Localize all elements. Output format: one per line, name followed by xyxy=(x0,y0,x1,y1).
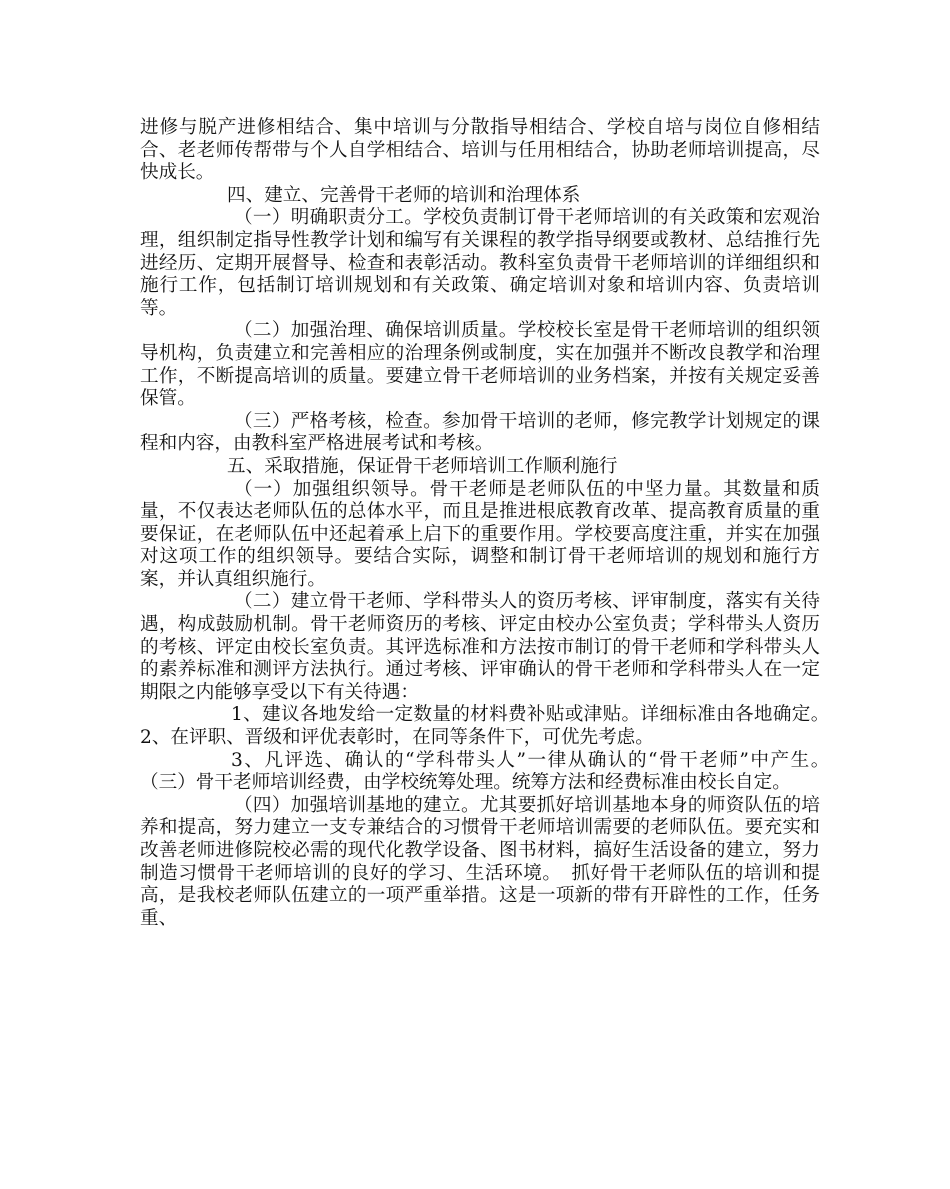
section-heading-4: 四、建立、完善骨干老师的培训和治理体系 xyxy=(227,184,581,206)
paragraph-duties: （一）明确职责分工。学校负责制订骨干老师培训的有关政策和宏观治理，组织制定指导性教学计划和编写有关课程的教学指导纲要或教材、总结推行先进经历、定期开展督导、检查和表彰活动。教科室负责骨干老师培训的详细组织和施行工作，包括制订培训规划和有关政策、确定培训对象和培训内容、负责培训等。 xyxy=(140,207,820,319)
paragraph-base-building: （四）加强培训基地的建立。尤其要抓好培训基地本身的师资队伍的培养和提高，努力建立一支专兼结合的习惯骨干老师培训需要的老师队伍。要充实和改善老师进修院校必需的现代化教学设备、图书材料，搞好生活设备的建立，努力制造习惯骨干老师培训的良好的学习、生活环境。 抓好骨干老师队伍的培训和提高，是我校老师队伍建立的一项严重举措。这是一项新的带有开辟性的工作，任务重、 xyxy=(140,794,820,929)
section-heading-5: 五、采取措施，保证骨干老师培训工作顺利施行 xyxy=(227,455,618,477)
paragraph-assessment: （三）严格考核，检查。参加骨干培训的老师，修完教学计划规定的课程和内容，由教科室严格进展考试和考核。 xyxy=(140,410,820,455)
document-body xyxy=(140,117,876,930)
paragraph-training-methods: 进修与脱产进修相结合、集中培训与分散指导相结合、学校自培与岗位自修相结合、老老师传帮带与个人自学相结合、培训与任用相结合，协助老师培训提高，尽快成长。 xyxy=(140,117,820,184)
paragraph-qualification: （二）建立骨干老师、学科带头人的资历考核、评审制度，落实有关待遇，构成鼓励机制。骨干老师资历的考核、评定由校办公室负责；学科带头人资历的考核、评定由校长室负责。其评选标准和方法按市制订的骨干老师和学科带头人的素养标准和测评方法执行。通过考核、评审确认的骨干老师和学科带头人在一定期限之内能够享受以下有关待遇： xyxy=(140,591,820,703)
paragraph-item-1-2: 1、建议各地发给一定数量的材料费补贴或津贴。详细标准由各地确定。 2、在评职、晋级和评优表彰时，在同等条件下，可优先考虑。 xyxy=(140,704,876,749)
paragraph-leadership: （一）加强组织领导。骨干老师是老师队伍的中坚力量。其数量和质量，不仅表达老师队伍的总体水平，而且是推进根底教育改革、提高教育质量的重要保证，在老师队伍中还起着承上启下的重要作用。学校要高度注重，并实在加强对这项工作的组织领导。要结合实际，调整和制订骨干老师培训的规划和施行方案，并认真组织施行。 xyxy=(140,478,820,590)
paragraph-quality: （二）加强治理、确保培训质量。学校校长室是骨干老师培训的组织领导机构，负责建立和完善相应的治理条例或制度，实在加强并不断改良教学和治理工作，不断提高培训的质量。要建立骨干老师培训的业务档案，并按有关规定妥善保管。 xyxy=(140,320,820,410)
paragraph-item-3-funding: 3、凡评选、确认的“学科带头人”一律从确认的“骨干老师”中产生。 （三）骨干老师培训经费，由学校统筹处理。统筹方法和经费标准由校长自定。 xyxy=(140,749,839,794)
